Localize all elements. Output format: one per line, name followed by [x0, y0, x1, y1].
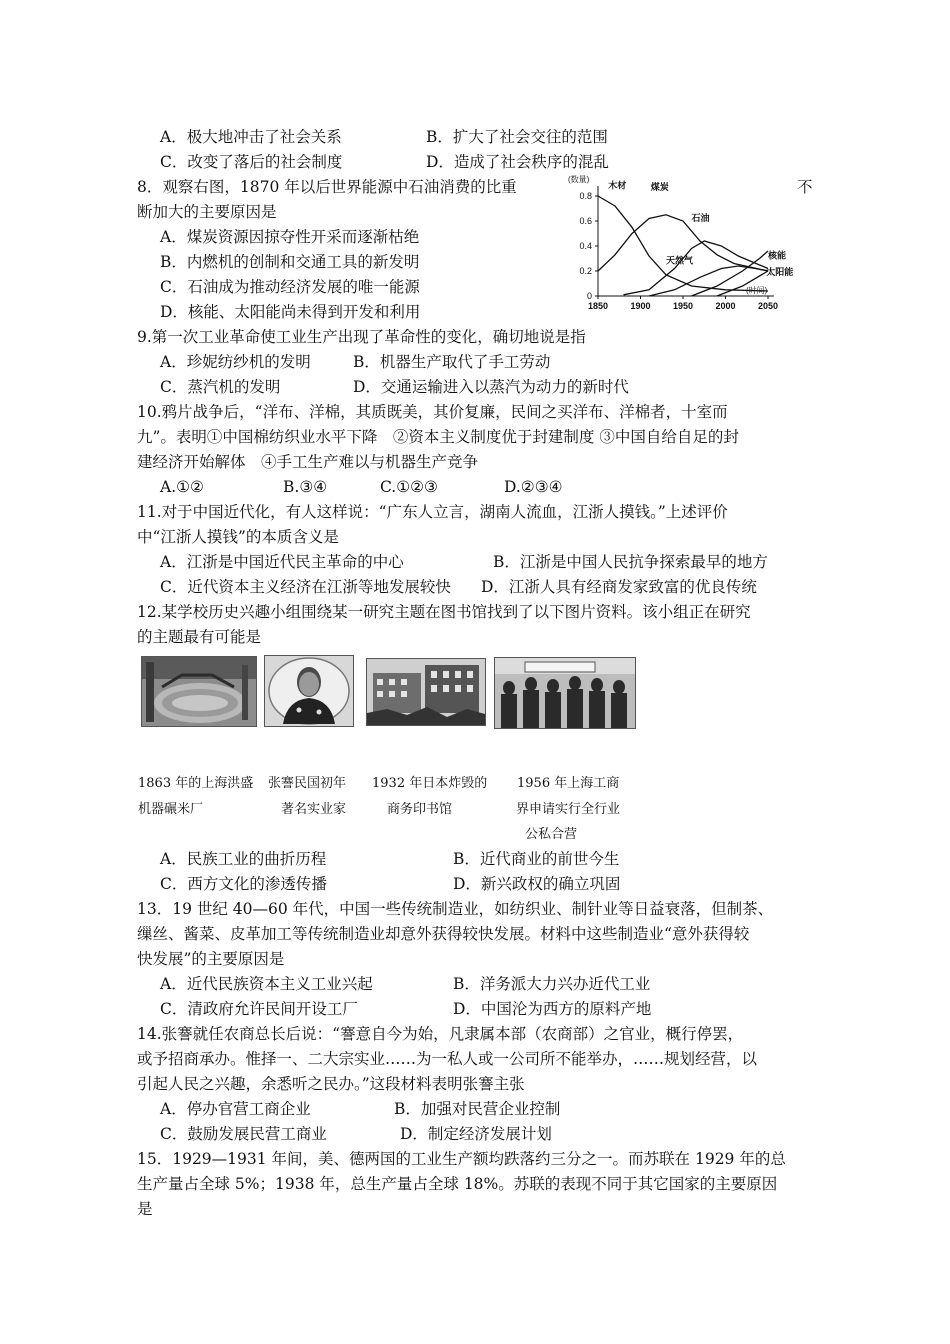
- y-tick-label: 0.4: [579, 241, 592, 251]
- y-tick-label: 0.6: [579, 216, 592, 226]
- series-label-木材: 木材: [608, 180, 627, 191]
- q7-option-b: B．扩大了社会交往的范围: [426, 128, 608, 146]
- q7-option-c: C．改变了落后的社会制度: [160, 153, 343, 171]
- q13-option-d: D．中国沦为西方的原料产地: [453, 1000, 652, 1018]
- q12-stem-line1: 12.某学校历史兴趣小组围绕某一研究主题在图书馆找到了以下图片资料。该小组正在研究: [137, 603, 751, 621]
- q13-stem-line1: 13．19 世纪 40—60 年代，中国一些传统制造业，如纺织业、制针业等日益衰落，但制茶、: [137, 900, 774, 918]
- series-label-天然气: 天然气: [666, 255, 694, 266]
- q10-option-d: D.②③④: [504, 478, 563, 496]
- y-tick-label: 0: [586, 291, 592, 301]
- caption-photo2-line2: 著名实业家: [281, 802, 347, 817]
- q11-option-c: C．近代资本主义经济在江浙等地发展较快: [160, 578, 451, 596]
- q9-stem: 9.第一次工业革命使工业生产出现了革命性的变化，确切地说是指: [137, 328, 586, 346]
- x-axis-label: (时间): [746, 286, 768, 295]
- q10-stem-line2: 九”。表明①中国棉纺织业水平下降 ②资本主义制度优于封建制度 ③中国自给自足的封: [137, 428, 739, 446]
- q14-stem-line2: 或予招商承办。惟择一、二大宗实业……为一私人或一公司所不能举办，……规划经营，以: [137, 1050, 758, 1068]
- x-tick-label: 2000: [715, 301, 736, 311]
- q9-option-c: C．蒸汽机的发明: [160, 378, 281, 396]
- caption-photo3-line2: 商务印书馆: [387, 802, 453, 817]
- q14-stem-line1: 14.张謇就任农商总长后说：“謇意自今为始，凡隶属本部（农商部）之官业，概行停罢，: [137, 1025, 744, 1043]
- q11-stem-line1: 11.对于中国近代化，有人这样说：“广东人立言，湖南人流血，江浙人摸钱。”上述评价: [137, 503, 728, 521]
- zhang-jian-portrait: [264, 655, 354, 727]
- series-label-核能: 核能: [768, 250, 787, 261]
- x-tick-label: 1950: [672, 301, 694, 311]
- q7-option-a: A．极大地冲击了社会关系: [160, 128, 342, 146]
- caption-photo2-line1: 张謇民国初年: [268, 776, 347, 791]
- caption-photo4-line2: 界申请实行全行业: [516, 802, 621, 817]
- q11-option-b: B．江浙是中国人民抗争探索最早的地方: [493, 553, 768, 571]
- q15-stem-line3: 是: [137, 1200, 153, 1218]
- q10-option-c: C.①②③: [380, 478, 438, 496]
- q12-stem-line2: 的主题最有可能是: [137, 628, 262, 646]
- x-tick-label: 1850: [587, 301, 609, 311]
- q8-option-b: B．内燃机的创制和交通工具的新发明: [160, 253, 420, 271]
- public-private-partnership-photo: [494, 657, 636, 729]
- q10-option-a: A.①②: [160, 478, 204, 496]
- q12-option-c: C．西方文化的渗透传播: [160, 875, 327, 893]
- q9-option-a: A．珍妮纺纱机的发明: [160, 353, 311, 371]
- x-tick-label: 2050: [757, 301, 779, 311]
- energy-consumption-chart: [566, 172, 794, 312]
- caption-photo1-line1: 1863 年的上海洪盛: [138, 776, 254, 791]
- series-label-太阳能: 太阳能: [766, 266, 794, 277]
- q11-option-d: D．江浙人具有经商发家致富的优良传统: [481, 578, 757, 596]
- q8-stem-line1: 8．观察右图，1870 年以后世界能源中石油消费的比重: [137, 178, 517, 196]
- q14-stem-line3: 引起人民之兴趣，余悉听之民办。”这段材料表明张謇主张: [137, 1075, 525, 1093]
- q15-stem-line1: 15．1929—1931 年间，美、德两国的工业生产额均跌落约三分之一。而苏联在 1929 年的总: [137, 1150, 786, 1168]
- q7-option-d: D．造成了社会秩序的混乱: [426, 153, 609, 171]
- q10-option-b: B.③④: [283, 478, 328, 496]
- caption-photo3-line1: 1932 年日本炸毁的: [372, 776, 488, 791]
- q12-option-d: D．新兴政权的确立巩固: [453, 875, 621, 893]
- q11-option-a: A．江浙是中国近代民主革命的中心: [160, 553, 404, 571]
- q14-option-b: B．加强对民营企业控制: [394, 1100, 561, 1118]
- rice-mill-photo: [141, 656, 257, 727]
- q15-stem-line2: 生产量占全球 5%；1938 年，总生产量占全球 18%。苏联的表现不同于其它国家的主要原因: [137, 1175, 778, 1193]
- caption-photo4-line3: 公私合营: [525, 827, 578, 842]
- q13-option-c: C．清政府允许民间开设工厂: [160, 1000, 358, 1018]
- caption-photo1-line2: 机器碾米厂: [138, 802, 204, 817]
- q13-option-b: B．洋务派大力兴办近代工业: [453, 975, 651, 993]
- q14-option-d: D．制定经济发展计划: [400, 1125, 552, 1143]
- q8-option-c: C．石油成为推动经济发展的唯一能源: [160, 278, 420, 296]
- commercial-press-ruins-photo: [366, 658, 486, 726]
- q10-stem-line1: 10.鸦片战争后，“洋布、洋棉，其质既美，其价复廉，民间之买洋布、洋棉者，十室而: [137, 403, 728, 421]
- y-tick-label: 0.2: [579, 266, 592, 276]
- q14-option-a: A．停办官营工商企业: [160, 1100, 311, 1118]
- q13-option-a: A．近代民族资本主义工业兴起: [160, 975, 373, 993]
- y-axis-label: (数量): [568, 175, 590, 184]
- series-label-煤炭: 煤炭: [650, 181, 669, 192]
- q12-option-b: B．近代商业的前世今生: [453, 850, 620, 868]
- y-tick-label: 0.8: [579, 191, 592, 201]
- q13-stem-line3: 快发展”的主要原因是: [137, 950, 285, 968]
- series-label-石油: 石油: [691, 213, 710, 223]
- q13-stem-line2: 缫丝、酱菜、皮革加工等传统制造业却意外获得较快发展。材料中这些制造业“意外获得较: [137, 925, 750, 943]
- q10-stem-line3: 建经济开始解体 ④手工生产难以与机器生产竞争: [137, 453, 479, 471]
- q9-option-b: B．机器生产取代了手工劳动: [353, 353, 551, 371]
- q8-stem-tail: 不: [797, 178, 813, 196]
- q8-stem-line2: 断加大的主要原因是: [137, 203, 277, 221]
- caption-photo4-line1: 1956 年上海工商: [517, 776, 620, 791]
- q9-option-d: D．交通运输进入以蒸汽为动力的新时代: [353, 378, 629, 396]
- q11-stem-line2: 中“江浙人摸钱”的本质含义是: [137, 528, 339, 546]
- q14-option-c: C．鼓励发展民营工商业: [160, 1125, 327, 1143]
- x-tick-label: 1900: [630, 301, 651, 311]
- q12-option-a: A．民族工业的曲折历程: [160, 850, 327, 868]
- q8-option-a: A．煤炭资源因掠夺性开采而逐渐枯绝: [160, 228, 420, 246]
- q8-option-d: D．核能、太阳能尚未得到开发和利用: [160, 303, 421, 321]
